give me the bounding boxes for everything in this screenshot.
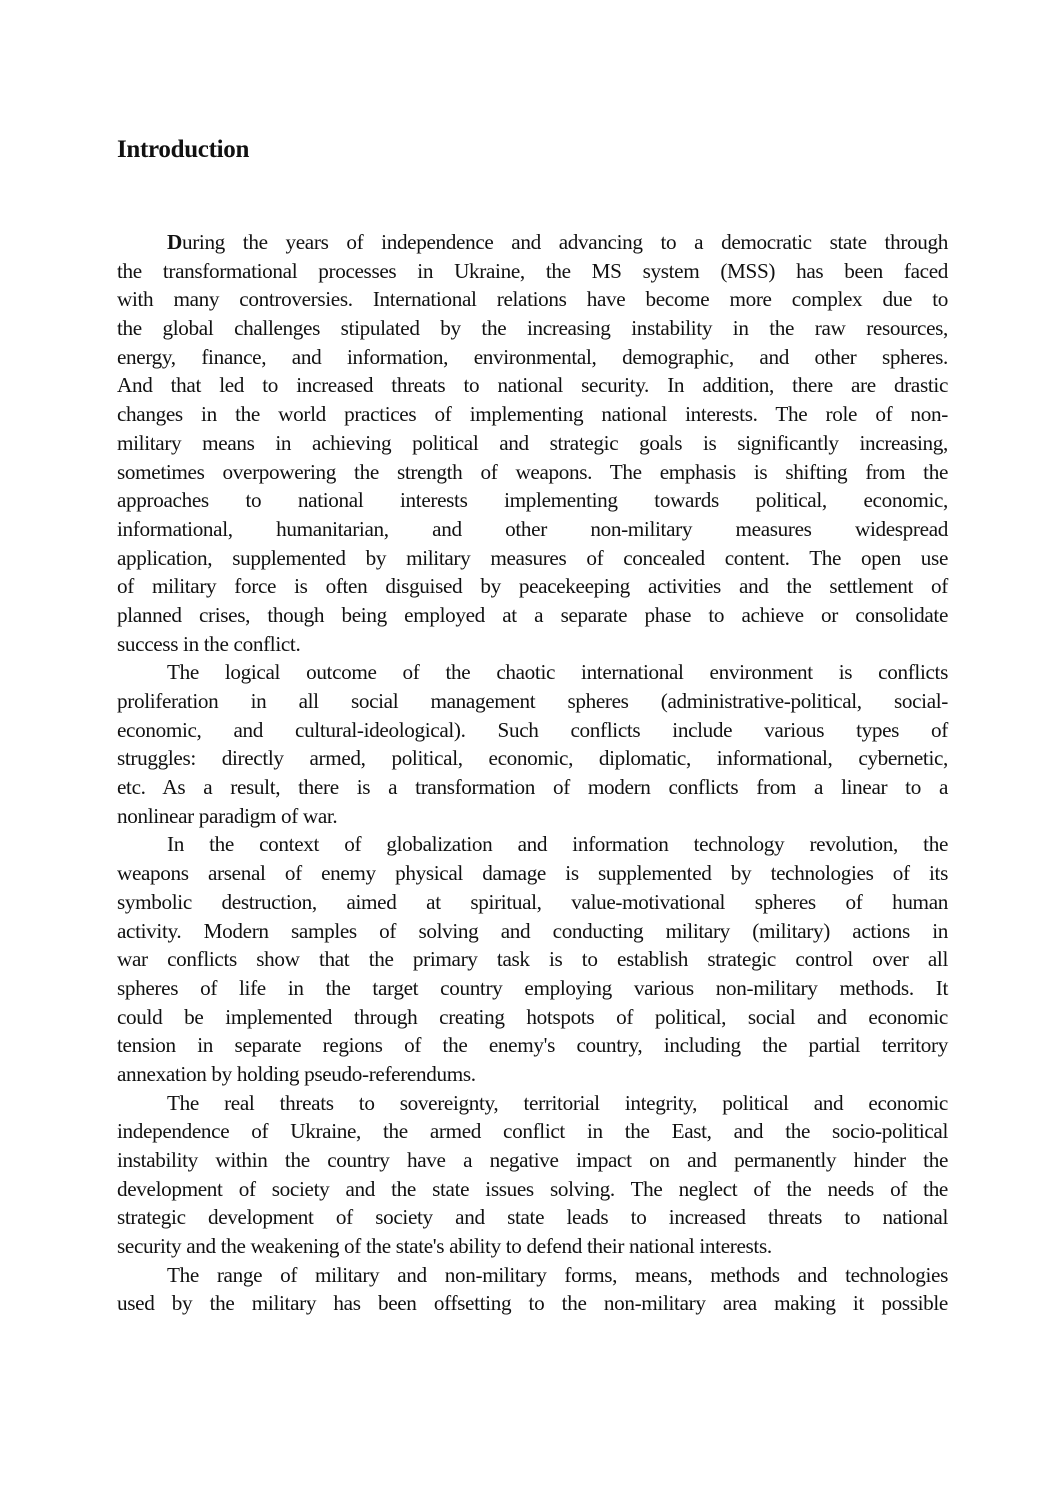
text-line: And that led to increased threats to national security. In addition, there are drastic <box>117 373 948 398</box>
text-line: proliferation in all social management spheres (administrative-political, social- <box>117 689 948 713</box>
paragraph-1 <box>117 228 948 658</box>
text-line: application, supplemented by military measures of concealed content. The open use <box>117 545 948 570</box>
text-line: strategic development of society and state leads to increased threats to national <box>117 1205 948 1230</box>
text-line: sometimes overpowering the strength of weapons. The emphasis is shifting from the <box>117 459 948 484</box>
text-line: The range of military and non-military forms, means, methods and technologies <box>167 1262 948 1287</box>
text-line: war conflicts show that the primary task is to establish strategic control over all <box>117 947 948 972</box>
text-line: tension in separate regions of the enemy's country, including the partial territory <box>117 1033 948 1058</box>
text-line: instability within the country have a negative impact on and permanently hinder the <box>117 1148 948 1172</box>
text-line: The real threats to sovereignty, territorial integrity, political and economic <box>167 1090 948 1115</box>
text-line: The logical outcome of the chaotic international environment is conflicts <box>167 660 948 685</box>
section-heading: Introduction <box>117 136 250 163</box>
text-line: annexation by holding pseudo-referendums. <box>117 1061 476 1086</box>
text-line: weapons arsenal of enemy physical damage is supplemented by technologies of its <box>117 861 948 886</box>
text-line: struggles: directly armed, political, economic, diplomatic, informational, cybernetic, <box>117 746 948 771</box>
text-line: security and the weakening of the state's ability to defend their national interests. <box>117 1234 772 1259</box>
text-line: could be implemented through creating hotspots of political, social and economic <box>117 1004 948 1029</box>
text-line: planned crises, though being employed at a separate phase to achieve or consolidate <box>117 602 948 627</box>
text-line: etc. As a result, there is a transformation of modern conflicts from a linear to a <box>117 775 948 800</box>
text-line: changes in the world practices of implementing national interests. The role of non- <box>117 402 948 427</box>
text-line: of military force is often disguised by peacekeeping activities and the settlement of <box>117 574 948 599</box>
text-line: In the context of globalization and information technology revolution, the <box>167 832 948 857</box>
text-line: symbolic destruction, aimed at spiritual, value-motivational spheres of human <box>117 889 948 914</box>
paragraph-2 <box>117 658 948 830</box>
paragraph-4 <box>117 1089 948 1261</box>
text-line: spheres of life in the target country employing various non-military methods. It <box>117 975 948 1000</box>
paragraph-5 <box>117 1261 948 1318</box>
text-line: activity. Modern samples of solving and conducting military (military) actions in <box>117 918 948 943</box>
text-line: During the years of independence and advancing to a democratic state through <box>167 230 948 254</box>
text-line: independence of Ukraine, the armed conflict in the East, and the socio-political <box>117 1119 948 1144</box>
text-line: energy, finance, and information, environmental, demographic, and other spheres. <box>117 344 948 369</box>
paragraph-3 <box>117 830 948 1088</box>
text-line: the global challenges stipulated by the increasing instability in the raw resources, <box>117 316 948 341</box>
text-line: approaches to national interests implementing towards political, economic, <box>117 488 948 513</box>
text-line: development of society and the state issues solving. The neglect of the needs of the <box>117 1176 948 1201</box>
lead-letter: D <box>167 230 182 254</box>
text-line: nonlinear paradigm of war. <box>117 803 338 828</box>
text-line: military means in achieving political and strategic goals is significantly increasing, <box>117 430 948 455</box>
text-line: the transformational processes in Ukraine, the MS system (MSS) has been faced <box>117 258 948 283</box>
text-line: informational, humanitarian, and other non-military measures widespread <box>117 516 948 541</box>
text-line: with many controversies. International relations have become more complex due to <box>117 287 948 312</box>
body-text <box>117 228 948 1318</box>
text-line: economic, and cultural-ideological). Such conflicts include various types of <box>117 717 948 742</box>
text-line: success in the conflict. <box>117 631 301 656</box>
text-line: used by the military has been offsetting to the non-military area making it possible <box>117 1291 948 1316</box>
